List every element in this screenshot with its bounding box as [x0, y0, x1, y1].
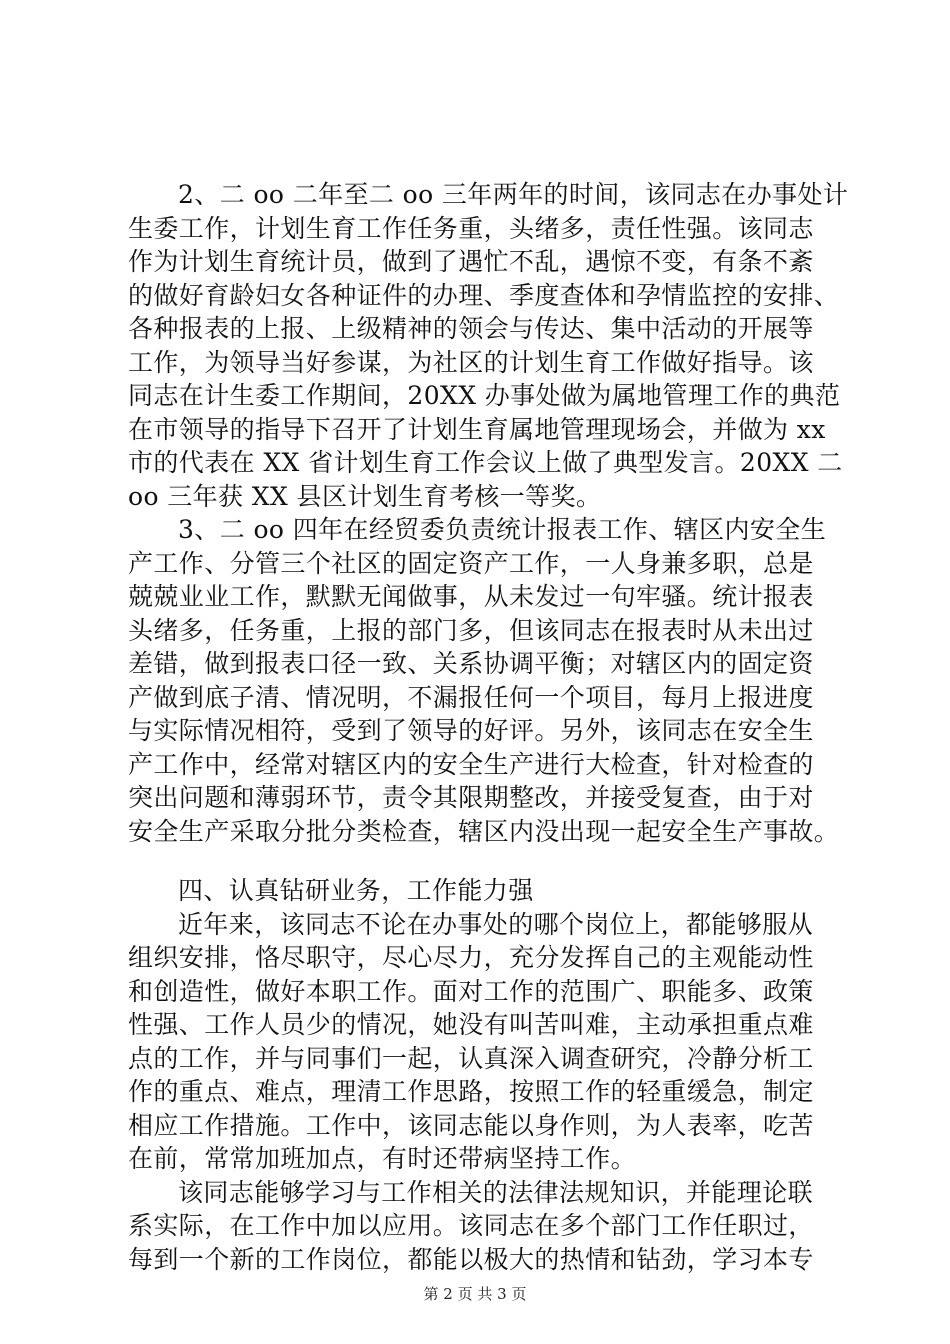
text-line: 各种报表的上报、上级精神的领会与传达、集中活动的开展等 — [128, 314, 814, 343]
text-line: oo 三年获 XX 县区计划生育考核一等奖。 — [128, 481, 602, 511]
text-line: 生委工作，计划生育工作任务重，头绪多，责任性强。该同志 — [128, 213, 814, 243]
text-line: 点的工作，并与同事们一起，认真深入调查研究，冷静分析工 — [128, 1043, 814, 1073]
text-line: 在市领导的指导下召开了计划生育属地管理现场会，并做为 xx — [128, 414, 826, 444]
page-number-footer: 第 2 页 共 3 页 — [423, 1285, 527, 1303]
text-line: 作的重点、难点，理清工作思路，按照工作的轻重缓急，制定 — [128, 1077, 814, 1106]
text-line: 产做到底子清、情况明，不漏报任何一个项目，每月上报进度 — [128, 682, 814, 712]
text-line: 组织安排，恪尽职守，尽心尽力，充分发挥自己的主观能动性 — [128, 943, 814, 972]
text-line: 差错，做到报表口径一致、关系协调平衡；对辖区内的固定资 — [128, 649, 814, 678]
text-line: 作为计划生育统计员，做到了遇忙不乱，遇惊不变，有条不紊 — [128, 247, 814, 276]
paragraph-gap — [128, 848, 850, 874]
text-line: 在前，常常加班加点，有时还带病坚持工作。 — [128, 1144, 637, 1173]
text-line: 每到一个新的工作岗位，都能以极大的热情和钻劲，学习本专 — [128, 1244, 814, 1274]
text-line: 同志在计生委工作期间，20XX 办事处做为属地管理工作的典范 — [128, 381, 841, 410]
text-line: 系实际，在工作中加以应用。该同志在多个部门工作任职过， — [128, 1211, 814, 1240]
document-body — [128, 178, 850, 1276]
text-line: 近年来，该同志不论在办事处的哪个岗位上，都能够服从 — [178, 909, 814, 939]
text-line: 与实际情况相符，受到了领导的好评。另外，该同志在安全生 — [128, 716, 814, 745]
text-line: 兢兢业业工作，默默无闻做事，从未发过一句牢骚。统计报表 — [128, 582, 814, 611]
text-line: 产工作中，经常对辖区内的安全生产进行大检查，针对检查的 — [128, 749, 814, 779]
text-line: 性强、工作人员少的情况，她没有叫苦叫难，主动承担重点难 — [128, 1010, 814, 1039]
text-line: 的做好育龄妇女各种证件的办理、季度查体和孕情监控的安排、 — [128, 280, 840, 310]
text-line: 产工作、分管三个社区的固定资产工作，一人身兼多职，总是 — [128, 548, 814, 578]
paragraph-item-2 — [128, 178, 850, 513]
section-heading: 四、认真钻研业务，工作能力强 — [178, 876, 534, 905]
text-line: 市的代表在 XX 省计划生育工作会议上做了典型发言。20XX 二 — [128, 448, 843, 477]
text-line: 该同志能够学习与工作相关的法律法规知识，并能理论联 — [178, 1177, 814, 1207]
text-line: 2、二 oo 二年至二 oo 三年两年的时间，该同志在办事处计 — [178, 180, 849, 209]
paragraph-learning — [128, 1176, 850, 1277]
text-line: 相应工作措施。工作中，该同志能以身作则，为人表率，吃苦 — [128, 1110, 814, 1140]
text-line: 突出问题和薄弱环节，责令其限期整改，并接受复查，由于对 — [128, 783, 814, 812]
text-line: 头绪多，任务重，上报的部门多，但该同志在报表时从未出过 — [128, 615, 814, 645]
text-line: 3、二 oo 四年在经贸委负责统计报表工作、辖区内安全生 — [178, 515, 827, 544]
text-line: 和创造性，做好本职工作。面对工作的范围广、职能多、政策 — [128, 976, 814, 1006]
text-line: 安全生产采取分批分类检查，辖区内没出现一起安全生产事故。 — [128, 816, 840, 846]
text-line: 工作，为领导当好参谋，为社区的计划生育工作做好指导。该 — [128, 347, 814, 377]
paragraph-work-ability — [128, 908, 850, 1176]
paragraph-item-3 — [128, 513, 850, 848]
